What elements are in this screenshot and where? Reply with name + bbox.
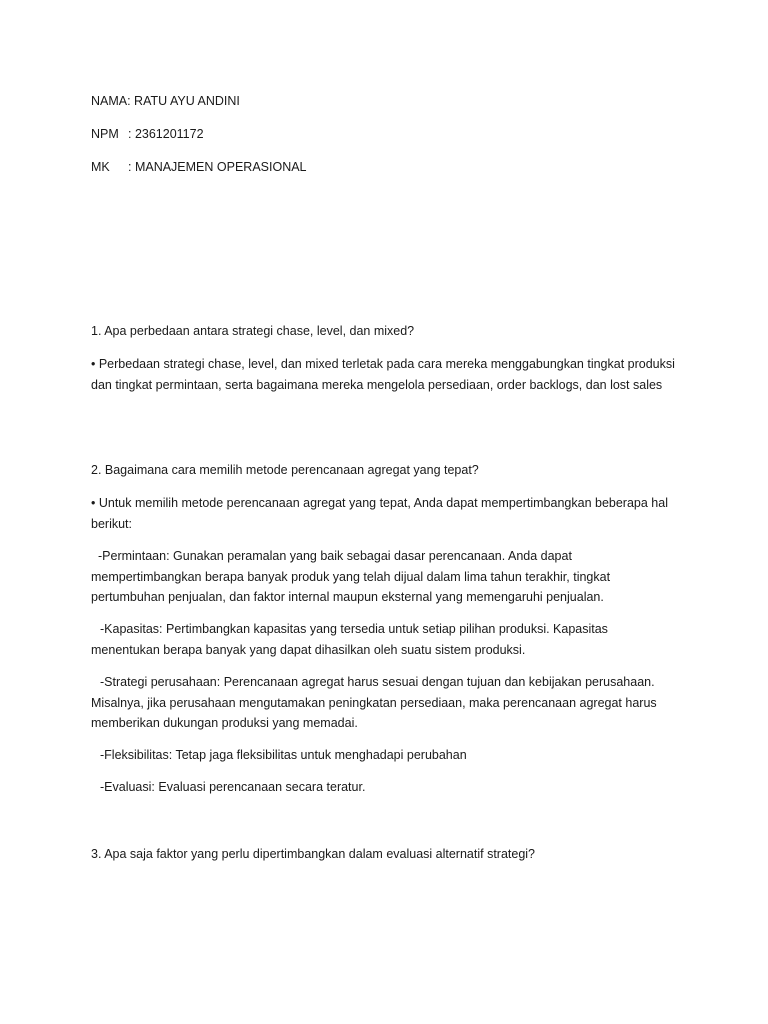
question-1: 1. Apa perbedaan antara strategi chase, level, dan mixed? [91, 324, 415, 338]
question-2: 2. Bagaimana cara memilih metode perencanaan agregat yang tepat? [91, 463, 479, 477]
npm-label: NPM [91, 127, 119, 141]
course-name [91, 160, 681, 175]
answer-2-point-permintaan: -Permintaan: Gunakan peramalan yang baik sebagai dasar perencanaan. Anda dapat mempertimbangkan berapa banyak produk yang telah dijual dalam lima tahun terakhir, tingkat pertumbuhan penjualan, dan faktor internal maupun eksternal yang memengaruhi penjualan. [91, 549, 611, 604]
student-name: NAMA: RATU AYU ANDINI [91, 94, 240, 108]
student-npm [91, 127, 681, 142]
mk-label: MK [91, 160, 110, 174]
answer-2-intro: • Untuk memilih metode perencanaan agregat yang tepat, Anda dapat mempertimbangkan beberapa hal berikut: [91, 496, 668, 531]
npm-value: : 2361201172 [128, 127, 204, 141]
answer-1: • Perbedaan strategi chase, level, dan mixed terletak pada cara mereka menggabungkan tingkat produksi dan tingkat permintaan, serta bagaimana mereka mengelola persediaan, order backlogs, dan lost sales [91, 357, 675, 392]
answer-2-point-kapasitas: -Kapasitas: Pertimbangkan kapasitas yang tersedia untuk setiap pilihan produksi. Kapasitas menentukan berapa banyak yang dapat dihasilkan oleh suatu sistem produksi. [91, 622, 608, 657]
answer-2-point-evaluasi: -Evaluasi: Evaluasi perencanaan secara teratur. [100, 780, 366, 794]
answer-2-point-strategi: -Strategi perusahaan: Perencanaan agregat harus sesuai dengan tujuan dan kebijakan perusahaan. Misalnya, jika perusahaan mengutamakan peningkatan persediaan, maka perencanaan agregat harus memberikan dukungan produksi yang memadai. [91, 675, 657, 730]
answer-2-point-fleksibilitas: -Fleksibilitas: Tetap jaga fleksibilitas untuk menghadapi perubahan [100, 748, 467, 762]
mk-value: : MANAJEMEN OPERASIONAL [128, 160, 307, 174]
question-3: 3. Apa saja faktor yang perlu dipertimbangkan dalam evaluasi alternatif strategi? [91, 847, 536, 861]
